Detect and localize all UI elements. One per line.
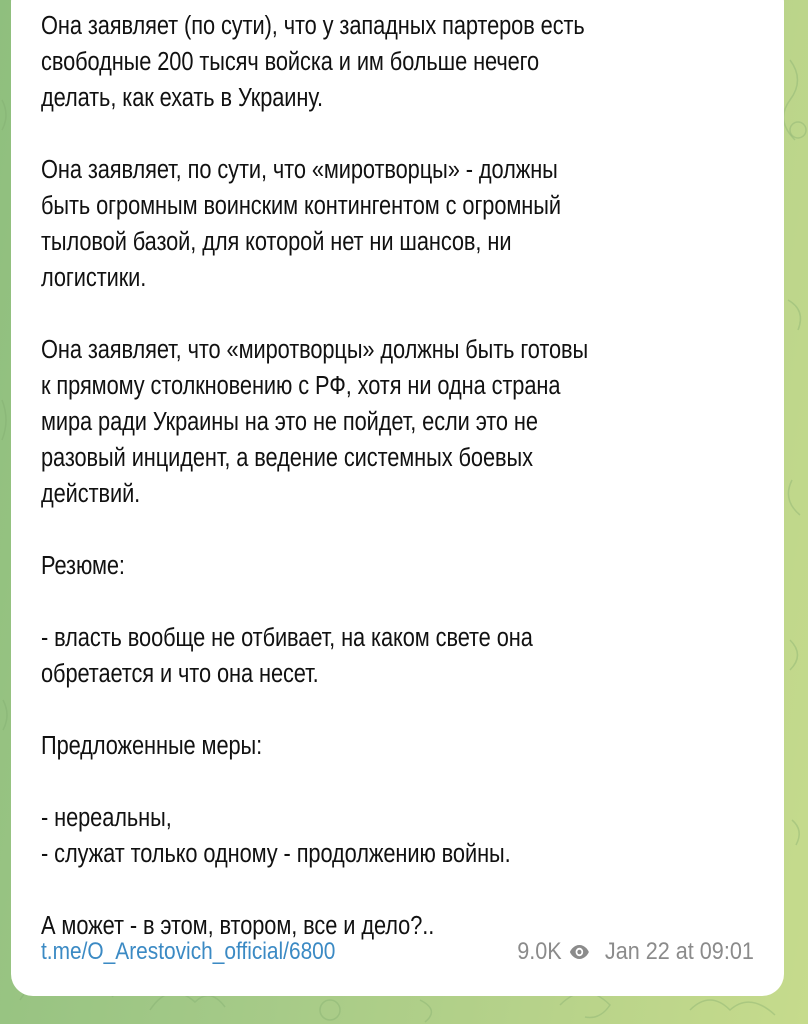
message-line: Резюме: [41,552,125,580]
message-line: действий. [41,480,141,508]
eye-icon [569,940,591,964]
timestamp: Jan 22 at 09:01 [605,938,754,965]
message-meta [517,938,754,966]
paragraph-gap [41,764,781,800]
message-line: тыловой базой, для которой нет ни шансов, ни [41,228,512,256]
message-line: делать, как ехать в Украину. [41,84,323,112]
message-line: Она заявляет, что «миротворцы» должны быть готовы [41,336,589,364]
message-line: - служат только одному - продолжению войны. [41,840,511,868]
paragraph-gap [41,584,781,620]
paragraph-gap [41,116,781,152]
message-footer [41,935,754,969]
message-text [41,8,781,944]
message-line: логистики. [41,264,147,292]
paragraph-gap [41,512,781,548]
message-line: к прямому столкновению с РФ, хотя ни одна страна [41,372,561,400]
paragraph-gap [41,692,781,728]
message-line: мира ради Украины на это не пойдет, если это не [41,408,538,436]
message-line: обретается и что она несет. [41,660,319,688]
message-line: - нереальны, [41,804,172,832]
post-link[interactable]: t.me/O_Arestovich_official/6800 [41,938,336,965]
message-bubble [11,0,784,996]
view-count: 9.0K [517,938,562,965]
message-line: разовый инцидент, а ведение системных боевых [41,444,533,472]
paragraph-gap [41,296,781,332]
message-line: - власть вообще не отбивает, на каком свете она [41,624,533,652]
message-line: Она заявляет, по сути, что «миротворцы» - должны [41,156,558,184]
paragraph-gap [41,872,781,908]
message-line: быть огромным воинским контингентом с огромный [41,192,561,220]
message-line: свободные 200 тысяч войска и им больше нечего [41,48,540,76]
message-line: Она заявляет (по сути), что у западных партеров есть [41,12,585,40]
message-line: А может - в этом, втором, все и дело?.. [41,912,435,940]
message-line: Предложенные меры: [41,732,263,760]
